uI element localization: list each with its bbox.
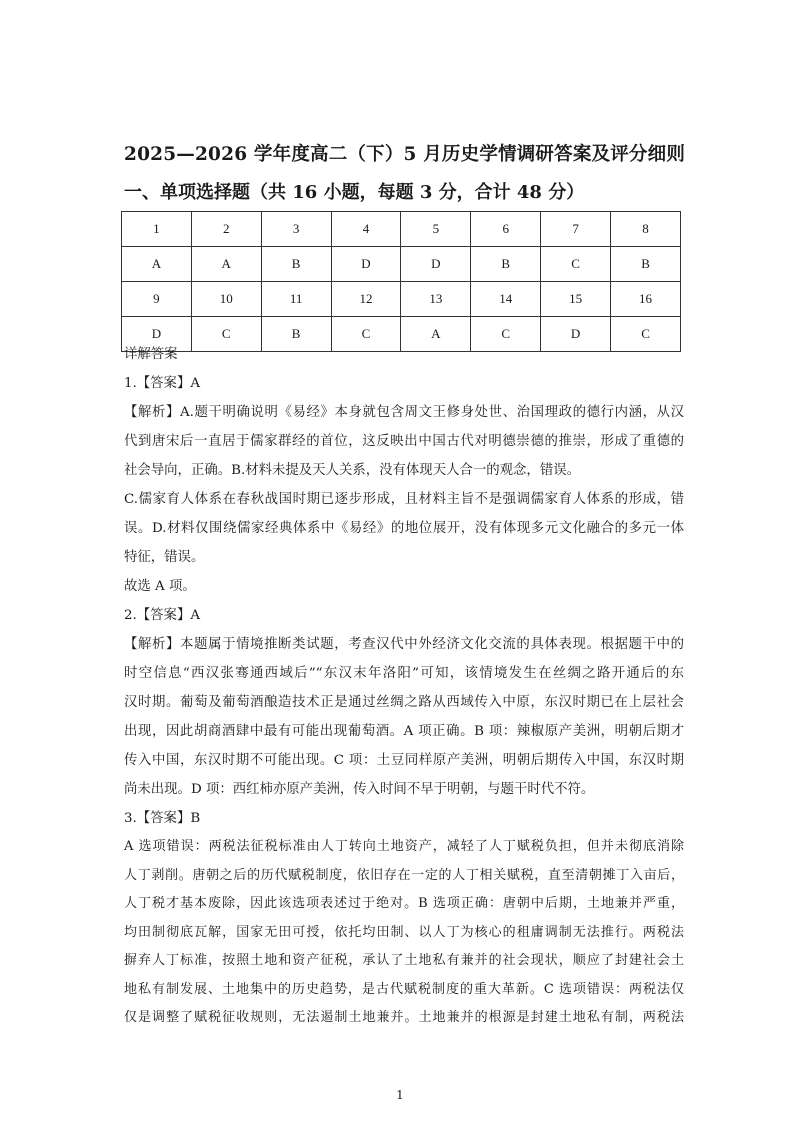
q3-analysis-line: 仅是调整了赋税征收规则，无法遏制土地兼并。土地兼并的根源是封建土地私有制，两税法 — [124, 1010, 684, 1025]
answer-cell: C — [471, 317, 541, 352]
q3-analysis-line: A 选项错误：两税法征税标准由人丁转向土地资产，减轻了人丁赋税负担，但并未彻底消除 — [124, 839, 684, 854]
answer-cell: D — [122, 317, 192, 352]
answer-cell: C — [541, 247, 611, 282]
question-number-cell: 7 — [541, 212, 611, 247]
question-number-cell: 9 — [122, 282, 192, 317]
q1-analysis-line: 误。D.材料仅围绕儒家经典体系中《易经》的地位展开，没有体现多元文化融合的多元一体 — [124, 521, 684, 536]
details-heading: 详解答案 — [124, 347, 178, 362]
q3-analysis-line: 人丁剥削。唐朝之后的历代赋税制度，依旧存在一定的人丁相关赋税，直至清朝摊丁入亩后， — [124, 867, 684, 883]
q2-analysis-line: 出现，因此胡商酒肆中最有可能出现葡萄酒。A 项正确。B 项：辣椒原产美洲，明朝后期才 — [124, 724, 684, 739]
q1-analysis-line: C.儒家育人体系在春秋战国时期已逐步形成，且材料主旨不是强调儒家育人体系的形成，错 — [124, 492, 684, 507]
answer-cell: C — [191, 317, 261, 352]
q1-answer: 1.【答案】A — [124, 376, 201, 391]
q1-conclusion: 故选 A 项。 — [124, 579, 196, 594]
q3-analysis-line: 摒弃人丁标准，按照土地和资产征税，承认了土地私有兼并的社会现状，顺应了封建社会土 — [124, 953, 684, 968]
answer-details — [124, 340, 684, 1033]
answer-table — [121, 211, 681, 352]
q2-analysis-line: 传入中国，东汉时期不可能出现。C 项：土豆同样原产美洲，明朝后期传入中国，东汉时期 — [124, 753, 684, 768]
answer-cell: C — [331, 317, 401, 352]
question-number-cell: 2 — [191, 212, 261, 247]
answer-cell: A — [191, 247, 261, 282]
q2-answer: 2.【答案】A — [124, 608, 201, 623]
question-number-cell: 4 — [331, 212, 401, 247]
answer-cell: D — [401, 247, 471, 282]
question-number-cell: 1 — [122, 212, 192, 247]
q2-analysis-line: 时空信息“西汉张骞通西域后”“东汉末年洛阳”可知，该情境发生在丝绸之路开通后的东 — [124, 666, 684, 681]
question-number-cell: 11 — [261, 282, 331, 317]
answer-cell: A — [122, 247, 192, 282]
q1-analysis-line: 【解析】A.题干明确说明《易经》本身就包含周文王修身处世、治国理政的德行内涵，从汉 — [124, 405, 684, 420]
question-number-cell: 6 — [471, 212, 541, 247]
answer-cell: B — [261, 247, 331, 282]
answer-row — [122, 247, 681, 282]
document-title: 2025—2026 学年度高二（下）5 月历史学情调研答案及评分细则 — [124, 144, 686, 165]
q2-analysis-line: 【解析】本题属于情境推断类试题，考查汉代中外经济文化交流的具体表现。根据题干中的 — [124, 637, 684, 652]
answer-cell: B — [611, 247, 681, 282]
answer-cell: D — [331, 247, 401, 282]
q1-analysis-line: 社会导向，正确。B.材料未提及天人关系，没有体现天人合一的观念，错误。 — [124, 463, 580, 478]
question-number-cell: 8 — [611, 212, 681, 247]
answer-cell: B — [261, 317, 331, 352]
question-number-cell: 12 — [331, 282, 401, 317]
question-number-cell: 10 — [191, 282, 261, 317]
q2-analysis-line: 尚未出现。D 项：西红柿亦原产美洲，传入时间不早于明朝，与题干时代不符。 — [124, 782, 595, 797]
question-number-row — [122, 212, 681, 247]
q3-analysis-line: 地私有制发展、土地集中的历史趋势，是古代赋税制度的重大革新。C 选项错误：两税法仅 — [124, 981, 684, 997]
question-number-cell: 5 — [401, 212, 471, 247]
answer-cell: D — [541, 317, 611, 352]
q1-analysis-line: 特征，错误。 — [124, 550, 205, 565]
page-number: 1 — [396, 1088, 404, 1102]
question-number-cell: 16 — [611, 282, 681, 317]
answer-cell: B — [471, 247, 541, 282]
question-number-cell: 15 — [541, 282, 611, 317]
question-number-cell: 3 — [261, 212, 331, 247]
q3-answer: 3.【答案】B — [124, 811, 201, 826]
q1-analysis-line: 代到唐宋后一直居于儒家群经的首位，这反映出中国古代对明德崇德的推崇，形成了重德的 — [124, 434, 684, 449]
q3-analysis-line: 人丁税才基本废除，因此该选项表述过于绝对。B 选项正确：唐朝中后期，土地兼并严重， — [124, 896, 684, 911]
q2-analysis-line: 汉时期。葡萄及葡萄酒酿造技术正是通过丝绸之路从西域传入中原，东汉时期已在上层社会 — [124, 695, 684, 710]
q3-analysis-line: 均田制彻底瓦解，国家无田可授，依托均田制、以人丁为核心的租庸调制无法推行。两税法 — [124, 924, 684, 940]
answer-cell: A — [401, 317, 471, 352]
question-number-cell: 13 — [401, 282, 471, 317]
question-number-row — [122, 282, 681, 317]
answer-cell: C — [611, 317, 681, 352]
section-heading: 一、单项选择题（共 16 小题，每题 3 分，合计 48 分） — [124, 182, 585, 203]
question-number-cell: 14 — [471, 282, 541, 317]
